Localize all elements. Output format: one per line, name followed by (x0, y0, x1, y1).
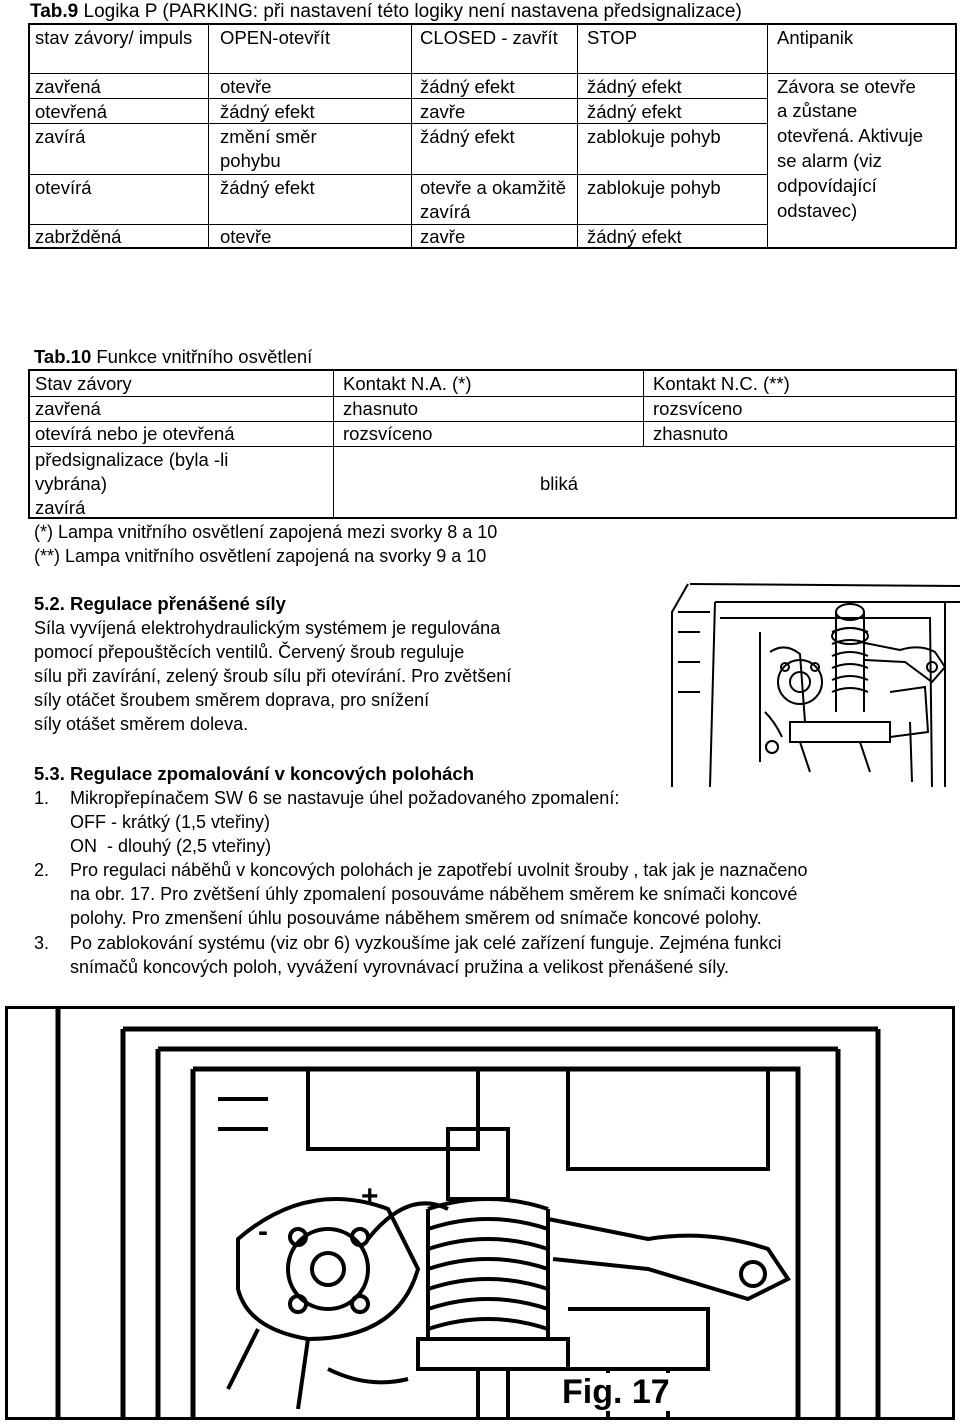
list-number: 2. (34, 860, 50, 880)
table-cell: zavřená (35, 76, 101, 97)
interior-light-table (28, 369, 957, 519)
table-cell: zabržděná (35, 226, 122, 247)
header-contact-nc: Kontakt N.C. (**) (653, 373, 790, 394)
header-antipanik: Antipanik (777, 27, 854, 48)
tab9-title (30, 1, 742, 23)
paragraph-line: pomocí přepouštěcích ventilů. Červený šroub reguluje (34, 642, 465, 662)
table-cell: otevře (220, 226, 272, 247)
antipanik-note-line: a zůstane (777, 100, 858, 121)
tab10-note: (*) Lampa vnitřního osvětlení zapojená mezi svorky 8 a 10 (34, 522, 498, 542)
table-cell: žádný efekt (420, 76, 515, 97)
section-heading-5-3: 5.3. Regulace zpomalování v koncových polohách (34, 763, 475, 784)
tab9-title-text: Logika P (PARKING: při nastavení této logiky není nastavena předsignalizace) (78, 1, 742, 22)
table-cell: žádný efekt (220, 101, 315, 122)
list-item-line: na obr. 17. Pro zvětšení úhly zpomalení posouváme náběhem směrem ke snímači koncové (70, 884, 798, 904)
table-cell: zablokuje pohyb (587, 126, 721, 147)
paragraph-line: sílu při zavírání, zelený šroub sílu při otevírání. Pro zvětšení (34, 666, 512, 686)
tab10-title (34, 346, 312, 368)
header-contact-na: Kontakt N.A. (*) (343, 373, 472, 394)
list-item-line: Pro regulaci náběhů v koncových polohách je zapotřebí uvolnit šrouby , tak jak je naznačeno (70, 860, 808, 880)
table-cell: zavře (420, 101, 466, 122)
table-cell: žádný efekt (587, 101, 682, 122)
presignal-label-line: předsignalizace (byla -li (35, 449, 229, 470)
paragraph-line: síly otáčet šroubem směrem doprava, pro snížení (34, 690, 430, 710)
table-cell: žádný efekt (587, 76, 682, 97)
barrier-mechanism-drawing (8, 1009, 952, 1417)
table-cell: rozsvíceno (653, 398, 743, 419)
list-item-line: OFF - krátký (1,5 vteřiny) (70, 812, 271, 832)
header-closed: CLOSED - zavřít (420, 27, 558, 48)
minus-label: - (258, 1215, 268, 1248)
table-cell: žádný efekt (587, 226, 682, 247)
paragraph-line: síly otášet směrem doleva. (34, 714, 249, 734)
table-cell: otevřená (35, 101, 107, 122)
presignal-label-line: vybrána) (35, 473, 107, 494)
presignal-value: bliká (540, 473, 579, 494)
list-item-line: ON - dlouhý (2,5 vteřiny) (70, 836, 272, 856)
presignal-label-line: zavírá (35, 497, 86, 518)
parking-logic-table (28, 23, 957, 249)
table-cell: zablokuje pohyb (587, 177, 721, 198)
table-cell: otevírá nebo je otevřená (35, 423, 235, 444)
plus-label: + (361, 1180, 379, 1213)
list-number: 3. (34, 933, 50, 953)
figure-caption: Fig. 17 (556, 1373, 676, 1411)
table-cell: žádný efekt (220, 177, 315, 198)
antipanik-note-line: Závora se otevře (777, 76, 916, 97)
tab10-title-bold: Tab.10 (34, 346, 92, 367)
list-item-line: snímačů koncových poloh, vyvážení vyrovnávací pružina a velikost přenášené síly. (70, 957, 729, 977)
header-state: Stav závory (35, 373, 132, 394)
header-stop: STOP (587, 27, 638, 48)
list-item-line: polohy. Pro zmenšení úhlu posouváme náběhem směrem od snímače koncové polohy. (70, 908, 762, 928)
list-number: 1. (34, 788, 50, 808)
table-cell: žádný efekt (420, 126, 515, 147)
tab10-title-text: Funkce vnitřního osvětlení (91, 346, 313, 367)
figure-17-frame (5, 1006, 955, 1420)
table-cell: otevře (220, 76, 272, 97)
table-cell: rozsvíceno (343, 423, 433, 444)
table-cell: zavřená (35, 398, 101, 419)
antipanik-note-line: otevřená. Aktivuje (777, 125, 924, 146)
header-open: OPEN-otevřít (220, 27, 330, 48)
tab9-title-bold: Tab.9 (30, 1, 79, 22)
list-item-line: Po zablokování systému (viz obr 6) vyzkoušíme jak celé zařízení funguje. Zejména funkci (70, 933, 782, 953)
table-cell: zhasnuto (653, 423, 729, 444)
antipanik-note-line: se alarm (viz (777, 150, 882, 171)
antipanik-note-line: odstavec) (777, 200, 858, 221)
antipanik-note-line: odpovídající (777, 175, 877, 196)
table-cell: otevírá (35, 177, 92, 198)
paragraph-line: Síla vyvíjená elektrohydraulickým systémem je regulována (34, 618, 501, 638)
tab10-note: (**) Lampa vnitřního osvětlení zapojená na svorky 9 a 10 (34, 546, 487, 566)
list-item-line: Mikropřepínačem SW 6 se nastavuje úhel požadovaného zpomalení: (70, 787, 621, 811)
table-cell: zavře (420, 226, 466, 247)
table-cell: zavírá (35, 126, 86, 147)
table-cell: změní směr pohybu (220, 126, 317, 171)
table-cell: otevře a okamžitě zavírá (420, 177, 567, 222)
section-heading-5-2: 5.2. Regulace přenášené síly (34, 593, 286, 614)
valve-mechanism-illustration (560, 572, 960, 787)
table-cell: zhasnuto (343, 398, 419, 419)
header-state: stav závory/ impuls (35, 27, 193, 48)
